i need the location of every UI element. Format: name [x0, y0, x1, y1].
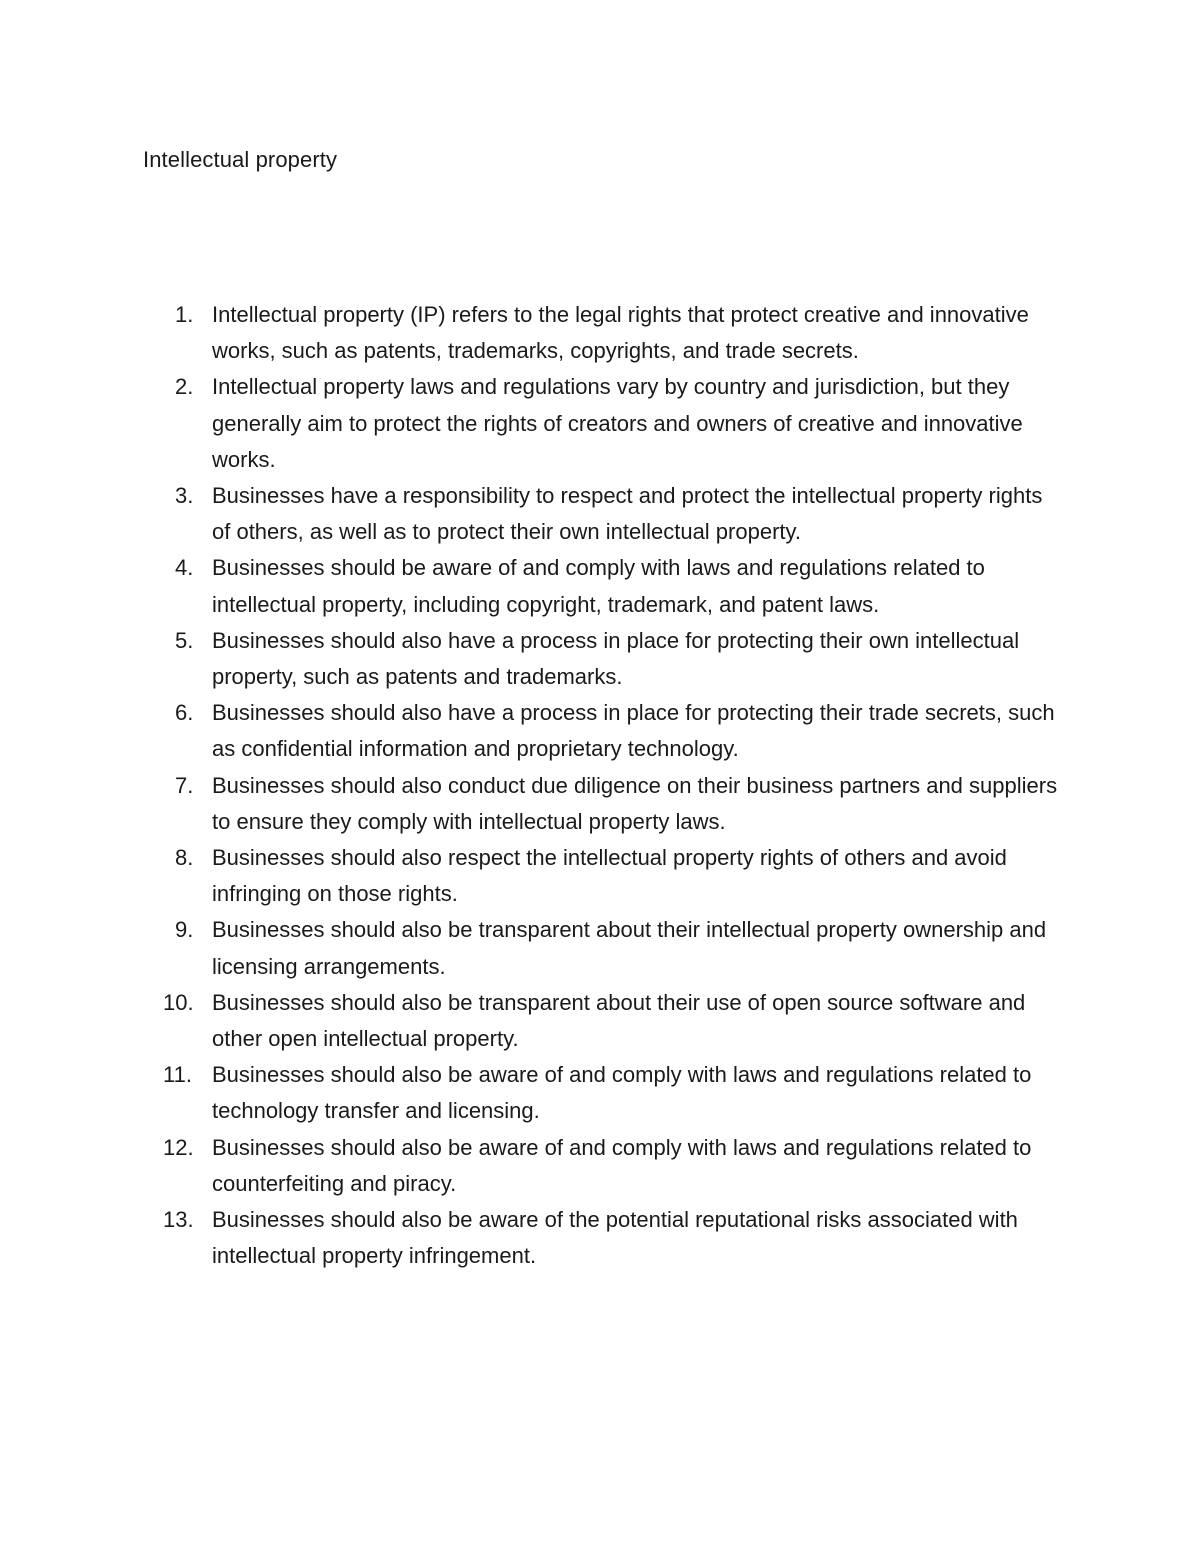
list-item: [0, 768, 1200, 840]
list-item-text: Intellectual property (IP) refers to the legal rights that protect creative and innovative works, such as patents, trademarks, copyrights, and trade secrets.: [212, 302, 1029, 364]
list-item-number: 4.: [175, 555, 194, 581]
list-item: [0, 478, 1200, 550]
list-item-number: 13.: [163, 1207, 194, 1233]
document-title: Intellectual property: [143, 147, 338, 172]
list-item: [0, 985, 1200, 1057]
list-item: [0, 1057, 1200, 1129]
list-item-text: Businesses should also have a process in place for protecting their trade secrets, such as confidential information and proprietary technology.: [212, 700, 1055, 762]
list-item: [0, 297, 1200, 369]
list-item-text: Businesses have a responsibility to respect and protect the intellectual property rights of others, as well as to protect their own intellectual property.: [212, 483, 1043, 545]
list-item-text: Businesses should also be transparent about their use of open source software and other open intellectual property.: [212, 989, 1026, 1052]
list-item-text: Intellectual property laws and regulations vary by country and jurisdiction, but they generally aim to protect the rights of creators and owners of creative and innovative works.: [212, 374, 1023, 472]
list-item-text: Businesses should also respect the intellectual property rights of others and avoid infringing on those rights.: [212, 845, 1007, 907]
list-item-number: 1.: [175, 302, 194, 327]
list-item-number: 6.: [175, 700, 194, 726]
list-item: [0, 623, 1200, 695]
list-item: [0, 912, 1200, 984]
list-item-number: 10.: [163, 989, 194, 1015]
list-item: [0, 550, 1200, 622]
list-item-text: Businesses should also have a process in place for protecting their own intellectual property, such as patents and trademarks.: [212, 627, 1020, 690]
list-item-number: 3.: [175, 483, 194, 509]
list-item: [0, 369, 1200, 478]
list-item-text: Businesses should also be aware of and comply with laws and regulations related to counterfeiting and piracy.: [212, 1134, 1032, 1196]
list-item-text: Businesses should also be transparent about their intellectual property ownership and licensing arrangements.: [212, 917, 1047, 979]
list-item-number: 2.: [175, 374, 194, 400]
list-item-text: Businesses should also be aware of the potential reputational risks associated with intellectual property infringement.: [212, 1207, 1018, 1269]
list-item-number: 5.: [175, 627, 194, 653]
list-item-text: Businesses should also be aware of and comply with laws and regulations related to technology transfer and licensing.: [212, 1062, 1032, 1124]
list-item-number: 9.: [175, 917, 194, 943]
list-item-number: 8.: [175, 845, 194, 871]
list-item-text: Businesses should also conduct due diligence on their business partners and suppliers to ensure they comply with intellectual property laws.: [212, 772, 1058, 834]
list-item-number: 11.: [163, 1062, 192, 1088]
list-item-text: Businesses should be aware of and comply with laws and regulations related to intellectual property, including copyright, trademark, and patent laws.: [212, 555, 985, 617]
list-item: [0, 1130, 1200, 1202]
numbered-list: [0, 297, 1200, 1274]
list-item: [0, 1202, 1200, 1274]
list-item: [0, 840, 1200, 912]
list-item-number: 12.: [163, 1134, 194, 1160]
list-item-number: 7.: [175, 772, 194, 798]
list-item: [0, 695, 1200, 767]
